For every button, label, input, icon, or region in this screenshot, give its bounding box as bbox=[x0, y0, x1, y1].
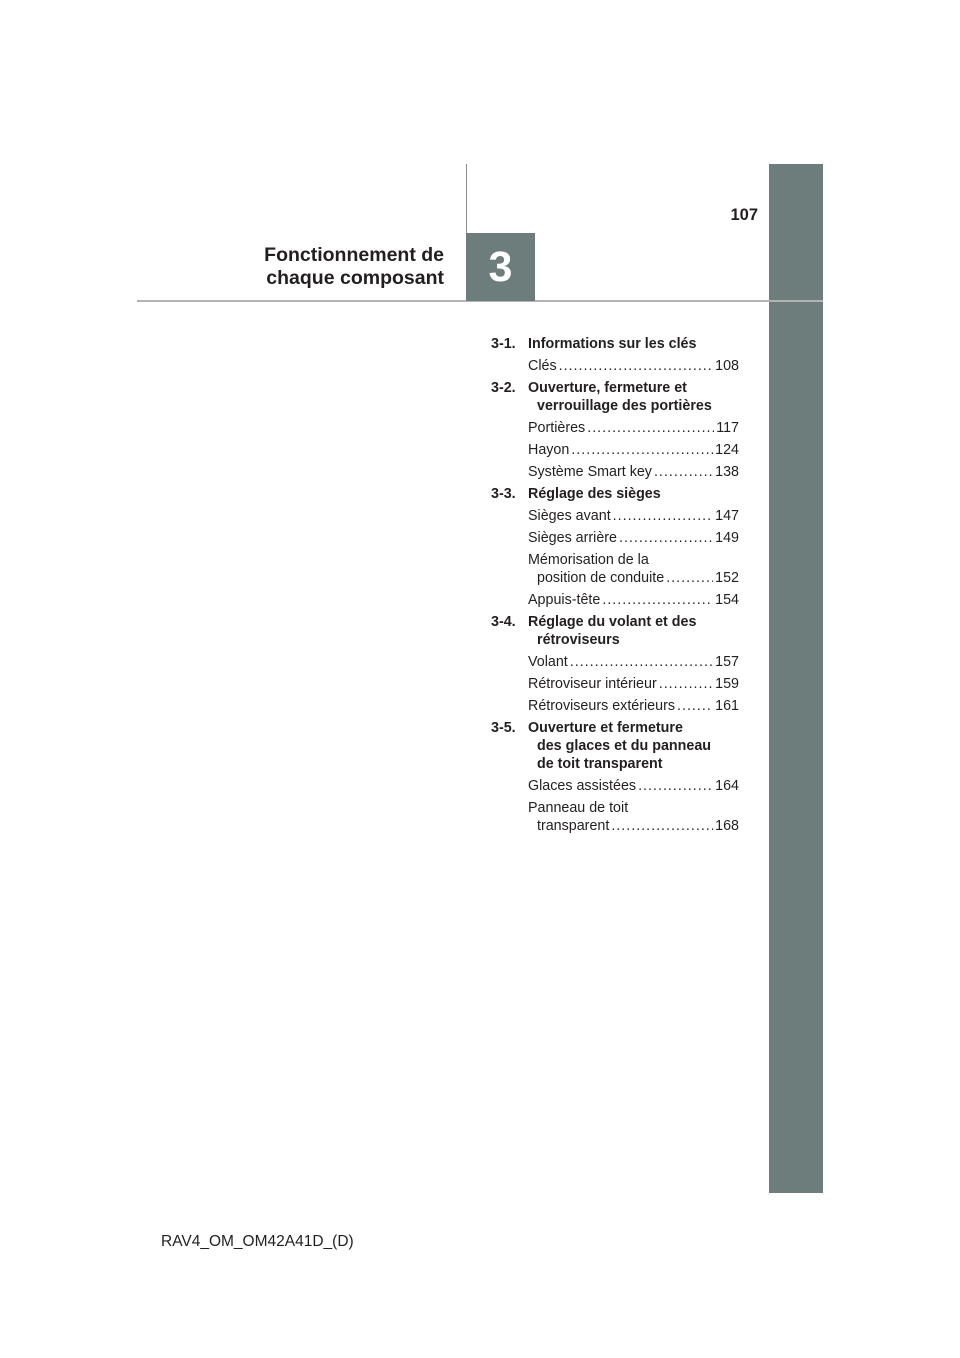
toc-leader-dots bbox=[619, 529, 713, 547]
toc-entry[interactable] bbox=[528, 357, 739, 375]
toc-section-number: 3-4. bbox=[491, 614, 516, 630]
toc-leader-dots bbox=[638, 777, 713, 795]
toc-entry-page: 157 bbox=[715, 654, 739, 670]
toc-entry[interactable] bbox=[528, 507, 739, 525]
toc-entry[interactable] bbox=[528, 551, 739, 587]
toc-leader-dots bbox=[571, 441, 713, 459]
toc-entry-title: Hayon bbox=[528, 442, 570, 458]
toc-section-title: Informations sur les clés bbox=[528, 336, 697, 352]
page-number: 107 bbox=[730, 206, 758, 224]
toc-entry[interactable] bbox=[528, 529, 739, 547]
toc-section-heading bbox=[491, 485, 739, 503]
toc-entry[interactable] bbox=[528, 441, 739, 459]
toc-entry[interactable] bbox=[528, 799, 739, 835]
toc-leader-dots bbox=[677, 697, 713, 715]
toc-section-title: verrouillage des portières bbox=[537, 398, 712, 414]
toc-entry-title: Clés bbox=[528, 358, 557, 374]
toc-entry[interactable] bbox=[528, 777, 739, 795]
toc-leader-dots bbox=[654, 463, 713, 481]
chapter-title-line: Fonctionnement de bbox=[264, 244, 444, 266]
toc-entry-title: Mémorisation de la bbox=[528, 552, 649, 568]
toc-section-title: des glaces et du panneau bbox=[537, 738, 711, 754]
toc-entry-title: Rétroviseurs extérieurs bbox=[528, 698, 675, 714]
toc-section-heading bbox=[491, 613, 739, 649]
toc-section-heading bbox=[491, 719, 739, 773]
toc-entry[interactable] bbox=[528, 419, 739, 437]
document-code: RAV4_OM_OM42A41D_(D) bbox=[161, 1233, 354, 1250]
toc-entry-page: 159 bbox=[715, 676, 739, 692]
toc-entry-page: 149 bbox=[715, 530, 739, 546]
toc-entry-page: 124 bbox=[715, 442, 739, 458]
toc-entry-title: Sièges arrière bbox=[528, 530, 617, 546]
toc-entry-page: 152 bbox=[715, 570, 739, 586]
toc-entry-page: 117 bbox=[716, 420, 739, 436]
toc-leader-dots bbox=[666, 569, 713, 587]
chapter-number-badge: 3 bbox=[466, 233, 535, 301]
toc-entry-title: position de conduite bbox=[537, 570, 665, 586]
toc-entry[interactable] bbox=[528, 653, 739, 671]
toc-entry-page: 164 bbox=[715, 778, 739, 794]
toc-entry-title: Sièges avant bbox=[528, 508, 611, 524]
toc-entry-title: Rétroviseur intérieur bbox=[528, 676, 657, 692]
toc-section-title: de toit transparent bbox=[537, 756, 663, 772]
toc-section-number: 3-3. bbox=[491, 486, 516, 502]
toc-section-heading bbox=[491, 335, 739, 353]
toc-entry[interactable] bbox=[528, 463, 739, 481]
toc-entry[interactable] bbox=[528, 697, 739, 715]
chapter-title bbox=[264, 244, 444, 290]
chapter-title-line: chaque composant bbox=[266, 267, 444, 289]
toc-section-title: Ouverture, fermeture et bbox=[528, 380, 687, 396]
toc-entry-page: 154 bbox=[715, 592, 739, 608]
toc-entry-title: Volant bbox=[528, 654, 568, 670]
toc-entry-page: 168 bbox=[715, 818, 739, 834]
toc-entry-title: Glaces assistées bbox=[528, 778, 637, 794]
toc-leader-dots bbox=[659, 675, 713, 693]
toc-section-number: 3-2. bbox=[491, 380, 516, 396]
toc-entry-page: 138 bbox=[715, 464, 739, 480]
toc-leader-dots bbox=[559, 357, 714, 375]
toc-entry-page: 147 bbox=[715, 508, 739, 524]
table-of-contents bbox=[491, 335, 739, 839]
toc-section-title: Réglage des sièges bbox=[528, 486, 661, 502]
toc-leader-dots bbox=[602, 591, 713, 609]
toc-entry[interactable] bbox=[528, 591, 739, 609]
toc-section-title: Réglage du volant et des bbox=[528, 614, 697, 630]
toc-entry-title: transparent bbox=[537, 818, 610, 834]
toc-section-title: rétroviseurs bbox=[537, 632, 620, 648]
toc-section-number: 3-5. bbox=[491, 720, 516, 736]
toc-entry-page: 108 bbox=[715, 358, 739, 374]
toc-entry-title: Système Smart key bbox=[528, 464, 652, 480]
toc-leader-dots bbox=[570, 653, 713, 671]
toc-section-title: Ouverture et fermeture bbox=[528, 720, 683, 736]
toc-leader-dots bbox=[613, 507, 713, 525]
toc-entry-page: 161 bbox=[715, 698, 739, 714]
toc-entry-title: Appuis-tête bbox=[528, 592, 601, 608]
toc-entry[interactable] bbox=[528, 675, 739, 693]
toc-leader-dots bbox=[611, 817, 713, 835]
toc-leader-dots bbox=[587, 419, 714, 437]
toc-section-heading bbox=[491, 379, 739, 415]
toc-entry-title: Panneau de toit bbox=[528, 800, 629, 816]
toc-section-number: 3-1. bbox=[491, 336, 516, 352]
toc-entry-title: Portières bbox=[528, 420, 586, 436]
chapter-side-tab bbox=[769, 164, 823, 1193]
